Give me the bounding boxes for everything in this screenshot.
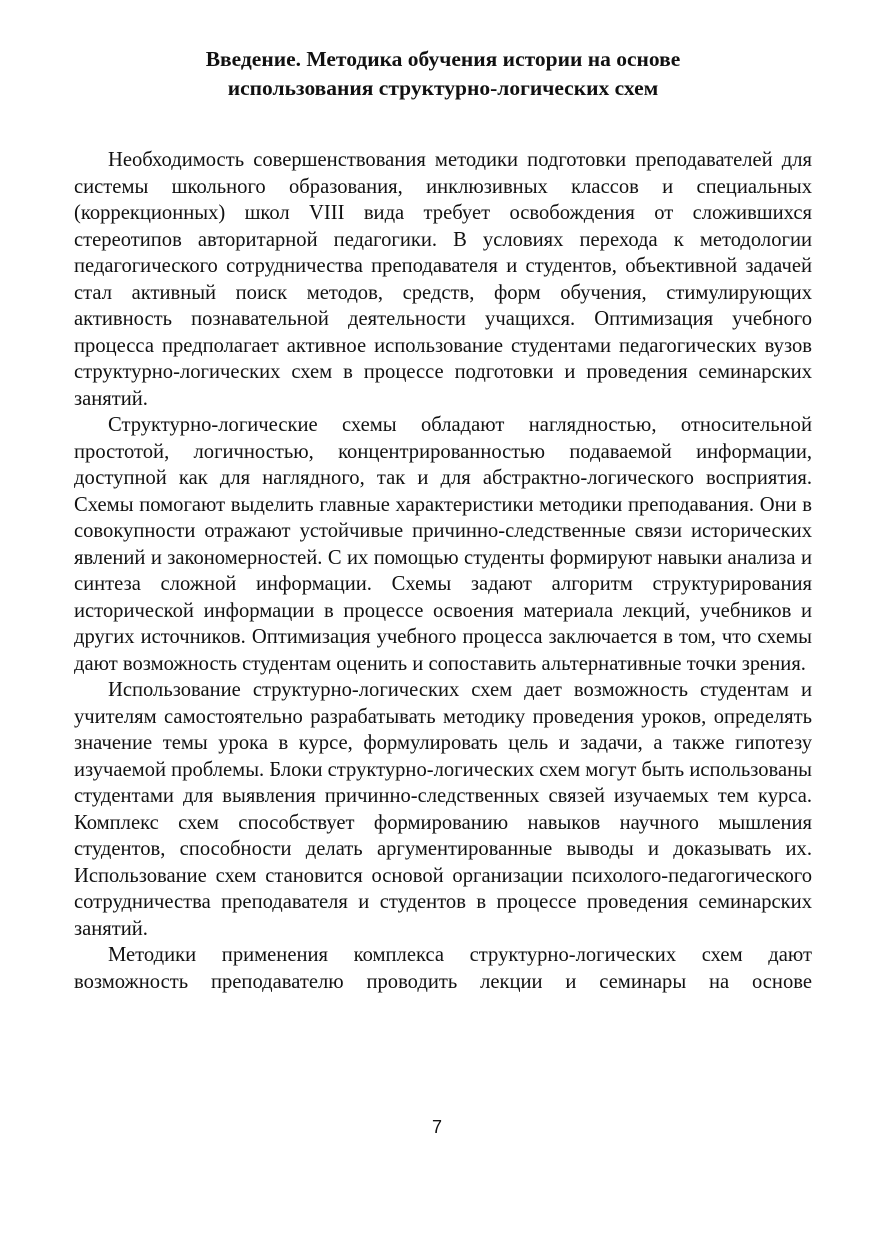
page-title [74, 45, 812, 103]
paragraph-4: Методики применения комплекса структурно-логических схем дают возможность преподавателю проводить лекции и семинары на основе [74, 944, 812, 993]
paragraph-3: Использование структурно-логических схем дает возможность студентам и учителям самостоятельно разрабатывать методику проведения уроков, определять значение темы урока в курсе, формулировать цель и задачи, а также гипотезу изучаемой проблемы. Блоки структурно-логических схем могут быть использованы студентами для выявления причинно-следственных связей изучаемых тем курса. Комплекс схем способствует формированию навыков научного мышления студентов, способности делать аргументированные выводы и доказывать их. Использование схем становится основой организации психолого-педагогического сотрудничества преподавателя и студентов в процессе проведения семинарских занятий. [74, 679, 812, 940]
paragraph-2: Структурно-логические схемы обладают наглядностью, относительной простотой, логичностью, концентрированностью подаваемой информации, доступной как для наглядного, так и для абстрактно-логического восприятия. Схемы помогают выделить главные характеристики методики преподавания. Они в совокупности отражают устойчивые причинно-следственные связи исторических явлений и закономерностей. С их помощью студенты формируют навыки анализа и синтеза сложной информации. Схемы задают алгоритм структурирования исторической информации в процессе освоения материала лекций, учебников и других источников. Оптимизация учебного процесса заключается в том, что схемы дают возможность студентам оценить и сопоставить альтернативные точки зрения. [74, 414, 812, 675]
body-text [74, 147, 812, 995]
title-line-2: использования структурно-логических схем [227, 76, 659, 100]
paragraph-1: Необходимость совершенствования методики подготовки преподавателей для системы школьного образования, инклюзивных классов и специальных (коррекционных) школ VIII вида требует освобождения от сложившихся стереотипов авторитарной педагогики. В условиях перехода к методологии педагогического сотрудничества преподавателя и студентов, объективной задачей стал активный поиск методов, средств, форм обучения, стимулирующих активность познавательной деятельности учащихся. Оптимизация учебного процесса предполагает активное использование студентами педагогических вузов структурно-логических схем в процессе подготовки и проведения семинарских занятий. [74, 149, 812, 410]
page-number: 7 [431, 1117, 442, 1137]
title-line-1: Введение. Методика обучения истории на основе [205, 47, 681, 71]
